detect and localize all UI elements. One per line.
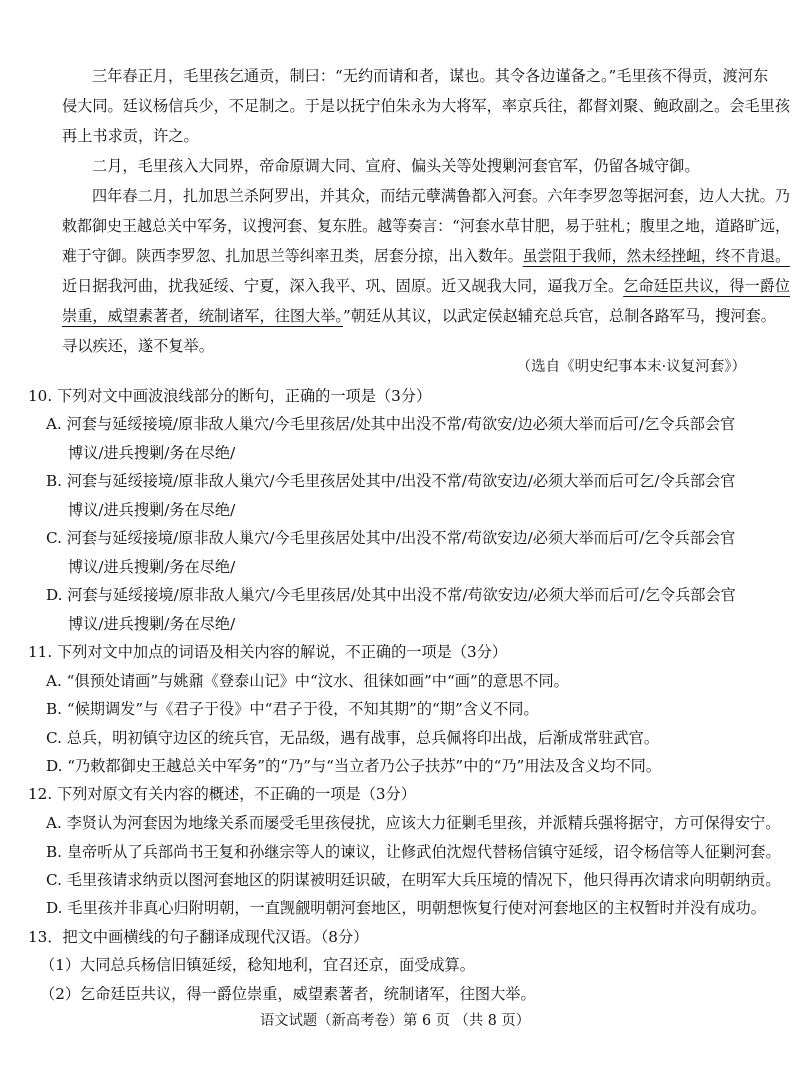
underlined-sentence: 崇重，威望素著者，统制诸军，往图大举。 [62,307,343,325]
question-13-stem: 13．把文中画横线的句子翻译成现代汉语。（8分） [28,928,369,946]
passage-line: 二月，毛里孩入大同界，帝命原调大同、宣府、偏头关等处搜剿河套官军，仍留各城守御。 [92,157,700,175]
page-footer: 语文试题（新高考卷）第 6 页 （共 8 页） [259,1013,531,1029]
passage-line [62,306,776,326]
question-10-option-c: C. 河套与延绥接境/原非敌人巢穴/今毛里孩居处其中/出没不常/苟欲安边/必须大举而后可/乞令兵部会官 [46,529,736,547]
passage-text: 近日据我河曲，扰我延绥、宁夏，深入我平、巩、固原。近又觇我大同，逼我万全。 [62,277,624,295]
passage-text: 难于守御。陕西李罗忽、扎加思兰等纠率丑类，居套分掠，出入数年。 [62,247,523,265]
question-11-option-d: D. “乃敕都御史王越总关中军务”的“乃”与“当立者乃公子扶苏”中的“乃”用法及含义均不同。 [46,757,661,775]
passage-line: 寻以疾还，遂不复举。 [62,337,214,355]
passage-line: 再上书求贡，许之。 [62,127,199,145]
question-12-stem: 12. 下列对原文有关内容的概述，不正确的一项是（3分） [28,785,416,803]
question-12-option-a: A. 李贤认为河套因为地缘关系而屡受毛里孩侵扰，应该大力征剿毛里孩，并派精兵强将据守，方可保得安宁。 [46,814,781,832]
question-10-option-c-cont: 博议/进兵搜剿/务在尽绝/ [68,558,236,576]
question-11-option-b: B. “候期调发”与《君子于役》中“君子于役，不知其期”的“期”含义不同。 [46,700,539,718]
question-10-stem: 10. 下列对文中画波浪线部分的断句，正确的一项是（3分） [28,387,432,405]
question-10-option-b-cont: 博议/进兵搜剿/务在尽绝/ [68,501,236,519]
question-10-option-b: B. 河套与延绥接境/原非敌人巢穴/今毛里孩居处其中/出没不常/苟欲安边/必须大举而后可乞/令兵部会官 [46,472,736,490]
question-10-option-d-cont: 博议/进兵搜剿/务在尽绝/ [68,615,236,633]
question-10-option-a: A. 河套与延绥接境/原非敌人巢穴/今毛里孩居/处其中出没不常/苟欲安/边必须大举而后可/乞令兵部会官 [46,415,736,433]
underlined-sentence: 虽尝阻于我师，然未经挫衄，终不肯退。 [522,247,790,265]
underlined-sentence: 乞命廷臣共议，得一爵位 [623,277,790,295]
question-12-option-d: D. 毛里孩并非真心归附明朝，一直觊觎明朝河套地区，明朝想恢复行使对河套地区的主权暂时并没有成功。 [46,899,766,917]
question-13-sentence-1: （1）大同总兵杨信旧镇延绥，稔知地利，宜召还京，面受成算。 [40,956,475,974]
question-12-option-b: B. 皇帝听从了兵部尚书王复和孙继宗等人的谏议，让修武伯沈煜代替杨信镇守延绥，诏令杨信等人征剿河套。 [46,843,781,861]
question-10-option-a-cont: 博议/进兵搜剿/务在尽绝/ [68,444,236,462]
question-12-option-c: C. 毛里孩请求纳贡以图河套地区的阴谋被明廷识破，在明军大兵压境的情况下，他只得再次请求向明朝纳贡。 [46,871,781,889]
passage-source: （选自《明史纪事本末·议复河套》） [516,359,746,375]
question-11-option-c: C. 总兵，明初镇守边区的统兵官，无品级，遇有战事，总兵佩将印出战，后渐成常驻武官。 [46,729,660,747]
passage-line [62,246,790,266]
passage-text: ”朝廷从其议，以武定侯赵辅充总兵官，总制各路军马，搜河套。 [342,307,776,325]
passage-line: 敕都御史王越总关中军务，议搜河套、复东胜。越等奏言：“河套水草甘肥，易于驻札；腹里之地，道路旷远， [62,217,790,235]
question-11-stem: 11. 下列对文中加点的词语及相关内容的解说，不正确的一项是（3分） [28,643,508,661]
passage-line [62,276,790,296]
question-11-option-a: A. “俱预处请画”与姚鼐《登泰山记》中“汶水、徂徕如画”中“画”的意思不同。 [46,672,569,690]
question-10-option-d: D. 河套与延绥接境/原非敌人巢穴/今毛里孩居/处其中出没不常/苟欲安边/必须大举而后可/乞令兵部会官 [46,586,736,604]
question-13-sentence-2: （2）乞命廷臣共议，得一爵位崇重，威望素著者，统制诸军，往图大举。 [40,985,536,1003]
passage-line: 三年春正月，毛里孩乞通贡，制曰：“无约而请和者，谋也。其令各边谨备之。”毛里孩不得贡，渡河东 [92,67,769,85]
passage-line: 四年春二月，扎加思兰杀阿罗出，并其众，而结元孽满鲁都入河套。六年李罗忽等据河套，边人大扰。乃 [92,187,790,205]
passage-line: 侵大同。廷议杨信兵少，不足制之。于是以抚宁伯朱永为大将军，率京兵往，都督刘聚、鲍政副之。会毛里孩 [62,97,790,115]
